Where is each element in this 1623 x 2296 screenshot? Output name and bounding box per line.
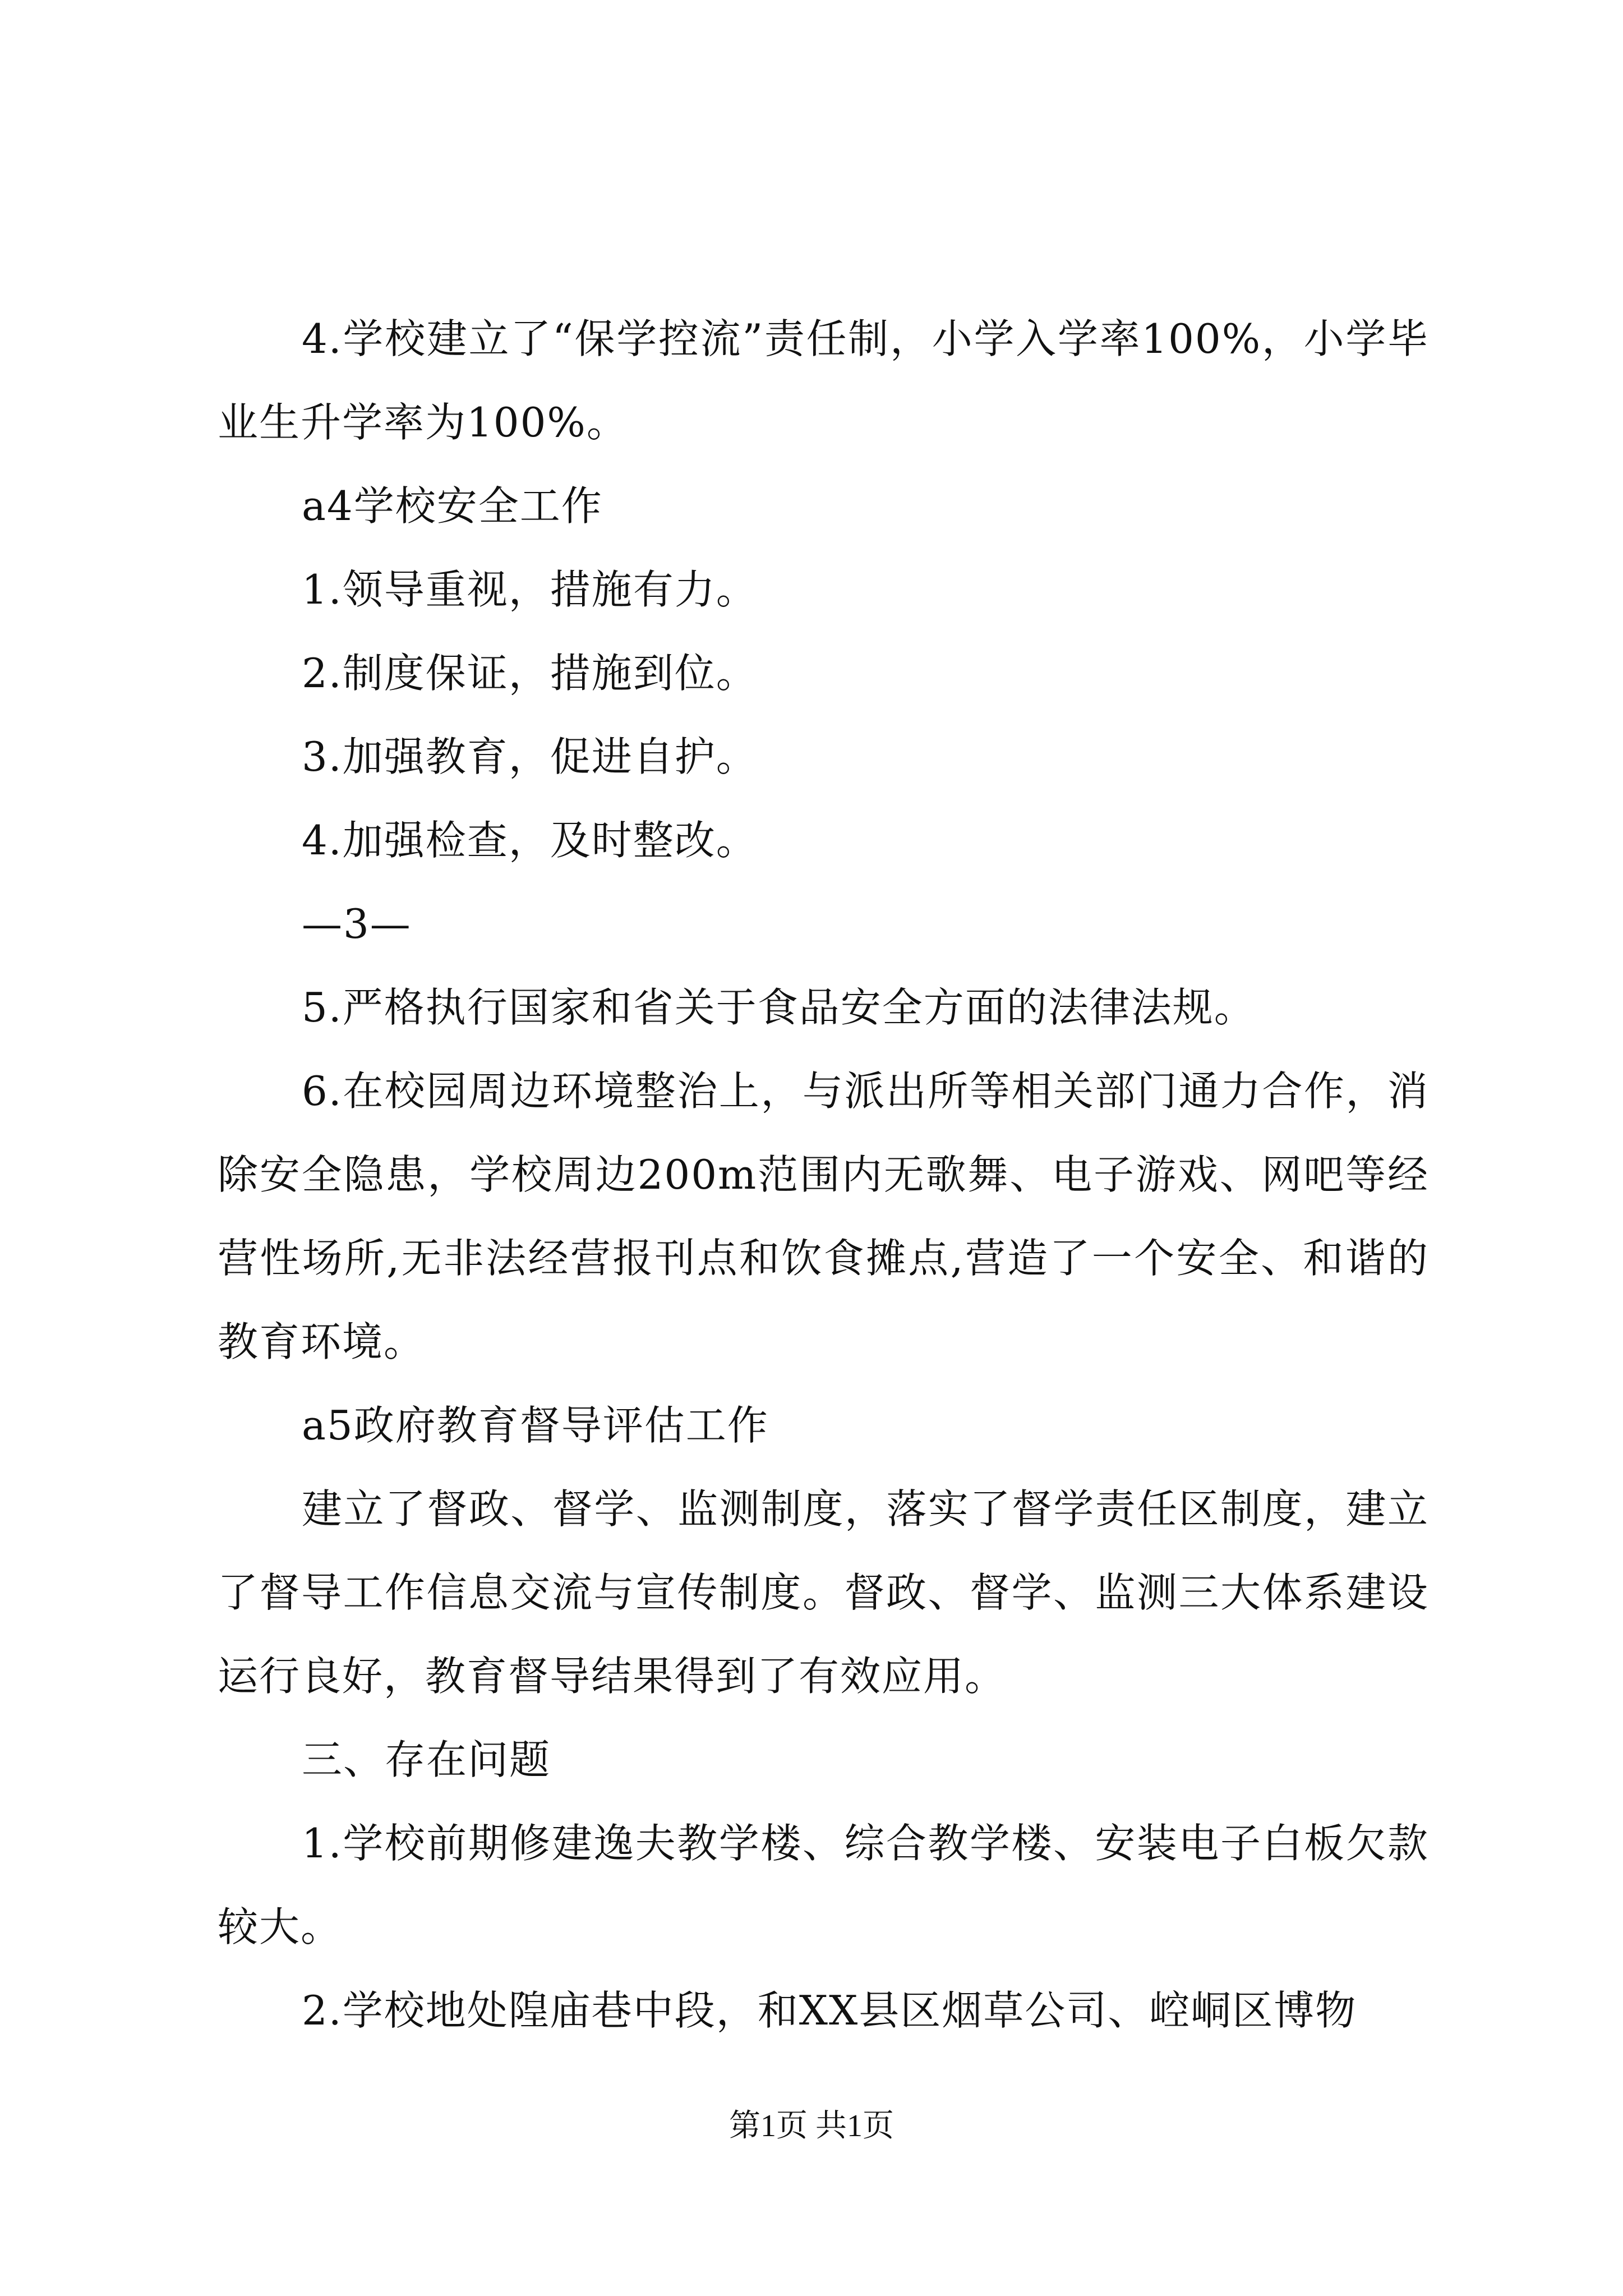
section-heading-a4: a4学校安全工作 [302,482,603,530]
paragraph-item-1: 1.领导重视，措施有力。 [302,566,758,613]
section-heading-problems: 三、存在问题 [302,1736,551,1783]
paragraph-item-4-inspection: 4.加强检查，及时整改。 [302,817,758,864]
paragraph-item-4-enrollment: 4.学校建立了“保学控流”责任制，小学入学率100%，小学毕业生升学率为100%。 [218,315,1429,446]
page-footer: 第1页 共1页 [729,2109,894,2143]
paragraph-item-5: 5.严格执行国家和省关于食品安全方面的法律法规。 [302,984,1256,1031]
section-heading-a5: a5政府教育督导评估工作 [302,1402,769,1449]
paragraph-item-6: 6.在校园周边环境整治上，与派出所等相关部门通力合作，消除安全隐患，学校周边200m范围内无歌舞、电子游戏、网吧等经营性场所,无非法经营报刊点和饮食摊点,营造了一个安全、和谐的教育环境。 [218,1068,1429,1365]
paragraph-item-2: 2.制度保证，措施到位。 [302,650,758,697]
paragraph-supervision: 建立了督政、督学、监测制度，落实了督学责任区制度，建立了督导工作信息交流与宣传制度。督政、督学、监测三大体系建设运行良好，教育督导结果得到了有效应用。 [218,1485,1429,1700]
paragraph-problem-2: 2.学校地处隍庙巷中段，和XX县区烟草公司、崆峒区博物 [302,1987,1357,2034]
inline-page-number: —3— [302,900,412,947]
paragraph-problem-1: 1.学校前期修建逸夫教学楼、综合教学楼、安装电子白板欠款较大。 [218,1820,1429,1950]
document-body [218,297,1429,2053]
paragraph-item-3: 3.加强教育，促进自护。 [302,733,758,780]
